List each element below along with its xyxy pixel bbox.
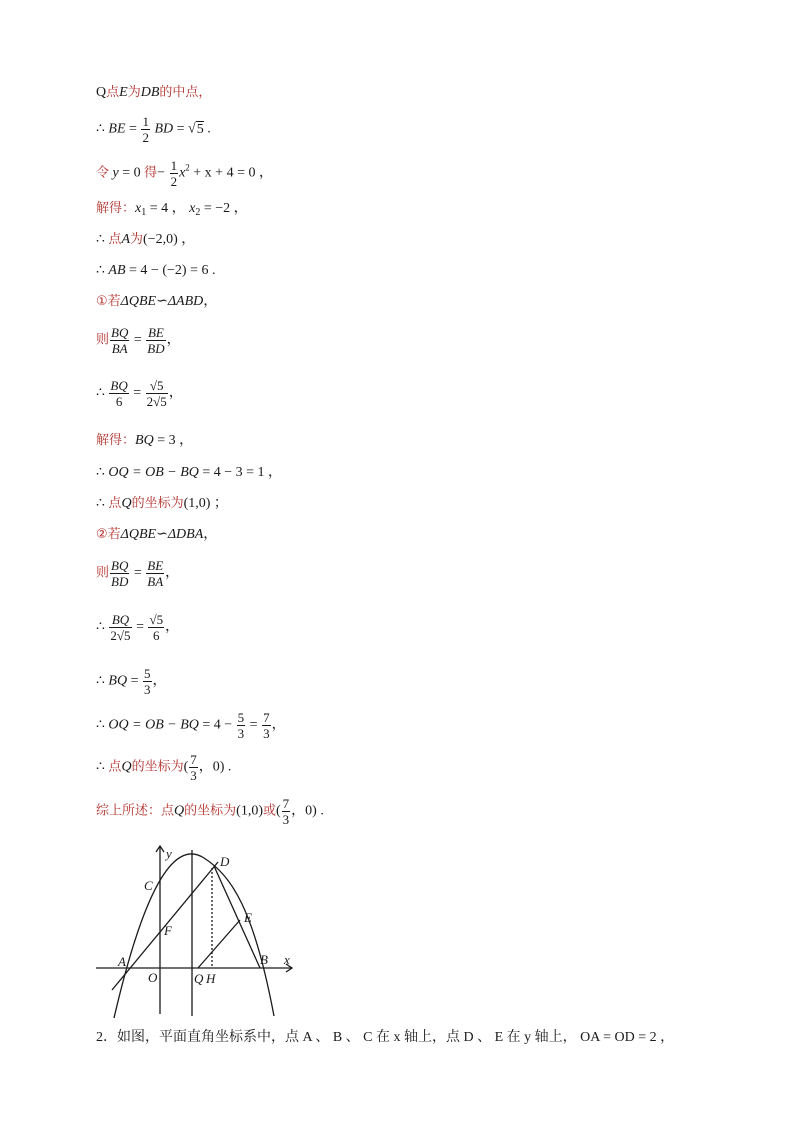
- solution-line-10: 解得：BQ = 3 ，: [96, 433, 194, 448]
- parabola-figure: [94, 840, 304, 1020]
- solution-line-3: 令 y = 0 得− $\frac{1}{2}$ $x^2 + x + 4 = 0$ ，: [96, 158, 273, 189]
- fraction: $\frac{√5}{6}$: [149, 612, 164, 643]
- fraction: $\frac{1}{2}$: [170, 158, 178, 189]
- solution-line-14: 则 $\frac{BQ}{BD}$ = $\frac{BE}{BA}$ ，: [96, 558, 180, 589]
- fraction: $\frac{7}{3}$: [190, 752, 197, 783]
- label-a: A: [118, 954, 126, 969]
- parabola: [114, 854, 274, 1018]
- solution-line-5: ∴ 点A为(−2,0) ，: [96, 232, 196, 247]
- label-b: B: [260, 952, 268, 967]
- fraction: $\frac{BQ}{6}$: [110, 378, 128, 409]
- label-q: Q: [194, 971, 204, 986]
- label-h: H: [206, 971, 216, 986]
- solution-line-15: ∴ $\frac{BQ}{2√5}$ = $\frac{√5}{6}$ ，: [96, 612, 180, 643]
- label-d: D: [220, 854, 230, 869]
- solution-line-17: ∴ OQ = OB − BQ = 4 − $\frac{5}{3}$ = $\frac{7}{3}$ ，: [96, 710, 286, 741]
- fraction: $\frac{7}{3}$: [282, 796, 290, 827]
- fraction: $\frac{BE}{BA}$: [147, 558, 164, 589]
- segment-db: [214, 866, 260, 968]
- label-e: E: [244, 910, 252, 925]
- label-c: C: [144, 878, 153, 893]
- solution-line-9: ∴ $\frac{BQ}{6}$ = $\frac{√5}{2√5}$ ，: [96, 378, 183, 409]
- solution-line-2: ∴ BE = $\frac{1}{2}$ BD = √5 .: [96, 114, 211, 145]
- fraction: $\frac{BQ}{BD}$: [111, 558, 129, 589]
- solution-line-12: ∴ 点Q的坐标为(1,0) ；: [96, 496, 228, 511]
- solution-line-18: ∴ 点Q的坐标为( $\frac{7}{3}$ ，0) .: [96, 752, 232, 783]
- fraction: $\frac{BE}{BD}$: [147, 325, 165, 356]
- because-symbol: Q: [96, 85, 107, 100]
- solution-line-11: ∴ OQ = OB − BQ = 4 − 3 = 1 ，: [96, 465, 283, 480]
- solution-line-8: 则 $\frac{BQ}{BA}$ = $\frac{BE}{BD}$ ，: [96, 325, 181, 356]
- solution-line-13: ②若ΔQBE∽ΔDBA，: [96, 527, 218, 542]
- label-f: F: [164, 923, 172, 938]
- solution-line-7: ①若ΔQBE∽ΔABD，: [96, 294, 218, 309]
- label-y: y: [166, 846, 172, 861]
- label-o: O: [148, 970, 158, 985]
- solution-line-6: ∴ AB = 4 − (−2) = 6 .: [96, 263, 216, 278]
- segment-qe: [198, 920, 240, 968]
- solution-line-19: 综上所述：点Q的坐标为(1,0)或( $\frac{7}{3}$ ，0) .: [96, 796, 324, 827]
- fraction: $\frac{5}{3}$: [237, 710, 245, 741]
- fraction: $\frac{1}{2}$: [142, 114, 149, 145]
- solution-line-16: ∴ BQ = $\frac{5}{3}$ ，: [96, 666, 167, 697]
- label-x: x: [284, 952, 290, 967]
- problem-2-statement: 2．如图，平面直角坐标系中，点 A 、 B 、 C 在 x 轴上，点 D 、 E 在 y 轴上， OA = OD = 2 ，: [96, 1030, 675, 1045]
- fraction: $\frac{BQ}{BA}$: [111, 325, 129, 356]
- fraction: $\frac{BQ}{2√5}$: [110, 612, 131, 643]
- solution-line-4: 解得：$x_1 = 4$ ， $x_2 = -2$ ，: [96, 201, 248, 218]
- fraction: $\frac{7}{3}$: [263, 710, 270, 741]
- solution-line-1: Q点E为DB的中点，: [96, 85, 212, 100]
- fraction: $\frac{5}{3}$: [144, 666, 151, 697]
- fraction: $\frac{√5}{2√5}$: [146, 378, 167, 409]
